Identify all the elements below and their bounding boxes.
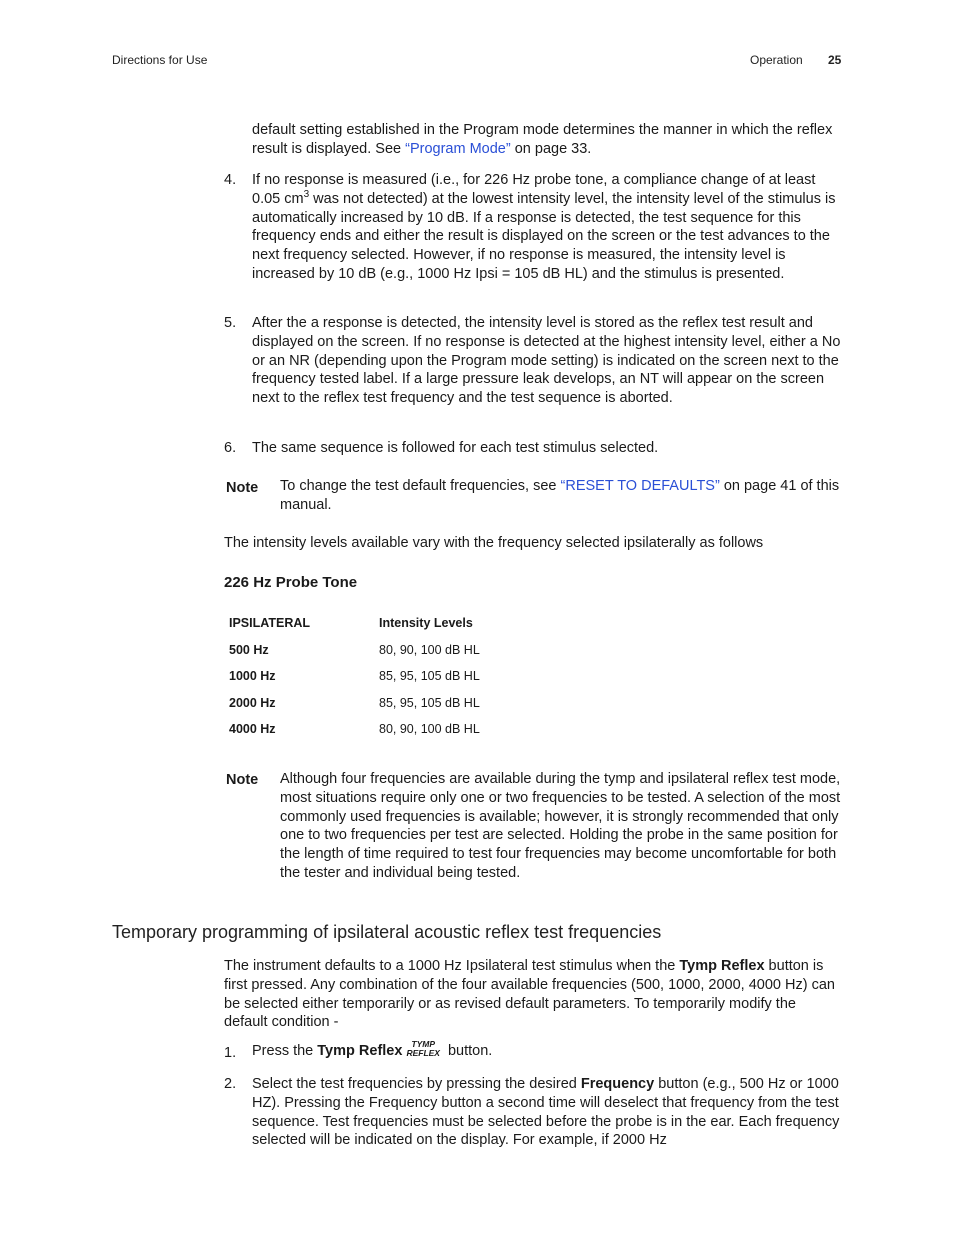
step-6-text: The same sequence is followed for each test stimulus selected. bbox=[252, 440, 659, 456]
table-header-cell: IPSILATERAL bbox=[229, 616, 311, 631]
reset-to-defaults-link[interactable]: “RESET TO DEFAULTS” bbox=[560, 478, 720, 494]
section-intro-text-after: button is first pressed. Any combination of the four available frequencies (500, 1000, 2000, 4000 Hz) can be selected either temporarily or as revised default parameters. To temporarily modify the default condition - bbox=[224, 958, 835, 1031]
table-row bbox=[229, 663, 529, 690]
frequency-term: Frequency bbox=[580, 1076, 655, 1092]
step-4-text-b: was not detected) at the lowest intensity level, the intensity level of the stimulus is automatically increased by 10 dB. If a response is detected, the test sequence for this frequency ends and either the result is displayed on the screen or the test advances to the next frequency selected. However, if no response is measured, the intensity level is increased by 10 dB (e.g., 1000 Hz Ipsi = 105 dB HL) and the stimulus is presented. bbox=[252, 190, 836, 282]
note-label: Note bbox=[226, 480, 259, 496]
step-1-text-before: Press the bbox=[252, 1043, 318, 1059]
note-2-text: Although four frequencies are available during the tymp and ipsilateral reflex test mode, most situations require only one or two frequencies to be tested. A selection of the most commonly used frequencies is available; however, it is strongly recommended that only one to two frequencies per test are selected. Holding the probe in the same position for the length of time required to test four frequencies may become uncomfortable for both the tester and individual being tested. bbox=[280, 771, 841, 881]
program-mode-link[interactable]: “Program Mode” bbox=[405, 140, 511, 157]
frequency-cell: 2000 Hz bbox=[229, 695, 276, 710]
superscript: 3 bbox=[303, 188, 310, 200]
step-number: 5. bbox=[224, 315, 237, 331]
note-1-text-before: To change the test default frequencies, see bbox=[280, 478, 561, 494]
table-header-row bbox=[229, 610, 529, 637]
intro-text: default setting established in the Program mode determines the manner in which the reflex result is displayed. See bbox=[252, 122, 833, 157]
page-number: 25 bbox=[828, 53, 842, 67]
frequency-cell: 1000 Hz bbox=[229, 669, 276, 684]
table-row bbox=[229, 690, 529, 717]
step-4-text-a: If no response is measured (i.e., for 226 Hz probe tone, a compliance change of at least 0.05 cm bbox=[252, 172, 816, 207]
running-header-title: Directions for Use bbox=[112, 53, 208, 67]
probe-tone-subheading: 226 Hz Probe Tone bbox=[224, 574, 358, 591]
table-row bbox=[229, 716, 529, 743]
frequency-cell: 500 Hz bbox=[229, 642, 269, 657]
levels-cell: 85, 95, 105 dB HL bbox=[379, 669, 480, 684]
intensity-intro: The intensity levels available vary with the frequency selected ipsilaterally as follows bbox=[224, 535, 764, 551]
step-number: 1. bbox=[224, 1045, 237, 1061]
intro-continuation bbox=[252, 121, 842, 159]
note-1-text bbox=[280, 477, 842, 515]
intro-text-after: on page 33. bbox=[510, 140, 592, 157]
table-row bbox=[229, 637, 529, 664]
running-header-section: Operation bbox=[750, 53, 803, 67]
levels-cell: 80, 90, 100 dB HL bbox=[379, 642, 480, 657]
levels-cell: 80, 90, 100 dB HL bbox=[379, 722, 480, 737]
icon-label-line: TYMP bbox=[411, 1039, 436, 1050]
icon-label-line: REFLEX bbox=[406, 1048, 440, 1059]
tymp-reflex-button-icon bbox=[406, 1040, 440, 1058]
step-2-text-before: Select the test frequencies by pressing the desired bbox=[252, 1076, 581, 1092]
step-number: 4. bbox=[224, 172, 237, 188]
step-5-text: After the a response is detected, the intensity level is stored as the reflex test result and displayed on the screen. If no response is detected at the highest intensity level, either a No or an NR (depending upon the Program mode setting) is indicated on the screen next to the frequency tested label. If a large pressure leak develops, an NT will appear on the screen next to the reflex test frequency and the test sequence is aborted. bbox=[252, 315, 841, 407]
table-header-cell: Intensity Levels bbox=[379, 616, 473, 631]
note-label: Note bbox=[226, 772, 259, 788]
tymp-reflex-term: Tymp Reflex bbox=[679, 958, 765, 974]
step-1-text-after: button. bbox=[443, 1043, 493, 1059]
step-2-text-after: button (e.g., 500 Hz or 1000 HZ). Pressing the Frequency button a second time will deselect that frequency from the test sequence. Test frequencies must be selected before the probe is in the ear. Each frequency selected will be indicated on the display. For example, if 2000 Hz bbox=[252, 1076, 840, 1149]
section-intro bbox=[224, 957, 842, 1032]
note-1-text-after: on page 41 of this manual. bbox=[280, 478, 840, 513]
frequency-cell: 4000 Hz bbox=[229, 722, 276, 737]
step-2-text bbox=[252, 1075, 842, 1150]
levels-cell: 85, 95, 105 dB HL bbox=[379, 695, 480, 710]
step-1-text bbox=[252, 1039, 842, 1061]
step-4-text bbox=[252, 171, 842, 284]
step-number: 6. bbox=[224, 440, 237, 456]
section-intro-text: The instrument defaults to a 1000 Hz Ipsilateral test stimulus when the bbox=[224, 958, 680, 974]
intensity-levels-table bbox=[229, 610, 529, 743]
tymp-reflex-term: Tymp Reflex bbox=[317, 1043, 403, 1059]
step-number: 2. bbox=[224, 1076, 237, 1092]
section-heading: Temporary programming of ipsilateral acoustic reflex test frequencies bbox=[112, 922, 662, 942]
